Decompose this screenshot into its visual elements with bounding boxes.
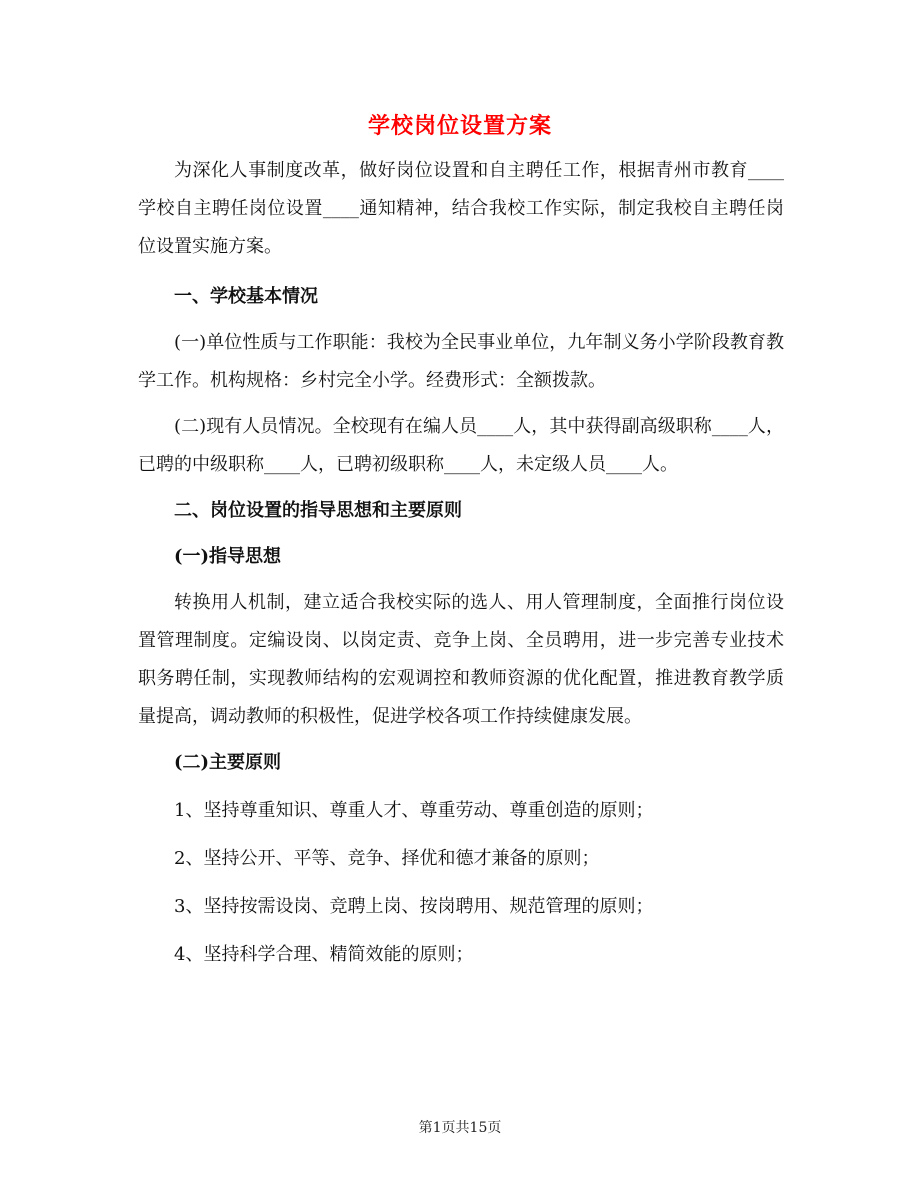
principle-item: 2、坚持公开、平等、竞争、择优和德才兼备的原则； xyxy=(174,848,600,869)
section-2-subheading-2: (二)主要原则 xyxy=(174,752,282,773)
section-2-heading: 二、岗位设置的指导思想和主要原则 xyxy=(174,500,462,521)
principle-item: 1、坚持尊重知识、尊重人才、尊重劳动、尊重创造的原则； xyxy=(174,800,654,821)
page-number-footer: 第1页共15页 xyxy=(418,1120,502,1136)
principle-item: 3、坚持按需设岗、竞聘上岗、按岗聘用、规范管理的原则； xyxy=(174,896,654,917)
document-body xyxy=(138,152,784,974)
section-1-paragraph-1: (一)单位性质与工作职能：我校为全民事业单位，九年制义务小学阶段教育教学工作。机构规格：乡村完全小学。经费形式：全额拨款。 xyxy=(138,332,784,391)
section-1-paragraph-2: (二)现有人员情况。全校现有在编人员____人，其中获得副高级职称____人，已聘的中级职称____人，已聘初级职称____人，未定级人员____人。 xyxy=(138,416,784,475)
document-title: 学校岗位设置方案 xyxy=(367,113,552,139)
principle-item: 4、坚持科学合理、精简效能的原则； xyxy=(174,944,474,965)
intro-paragraph: 为深化人事制度改革，做好岗位设置和自主聘任工作，根据青州市教育____学校自主聘任岗位设置____通知精神，结合我校工作实际，制定我校自主聘任岗位设置实施方案。 xyxy=(138,160,784,257)
section-2-subheading-1: (一)指导思想 xyxy=(174,546,282,567)
section-1-heading: 一、学校基本情况 xyxy=(174,286,318,307)
section-2-paragraph-1: 转换用人机制，建立适合我校实际的选人、用人管理制度，全面推行岗位设置管理制度。定编设岗、以岗定责、竞争上岗、全员聘用，进一步完善专业技术职务聘任制，实现教师结构的宏观调控和教师资源的优化配置，推进教育教学质量提高，调动教师的积极性，促进学校各项工作持续健康发展。 xyxy=(138,592,784,727)
